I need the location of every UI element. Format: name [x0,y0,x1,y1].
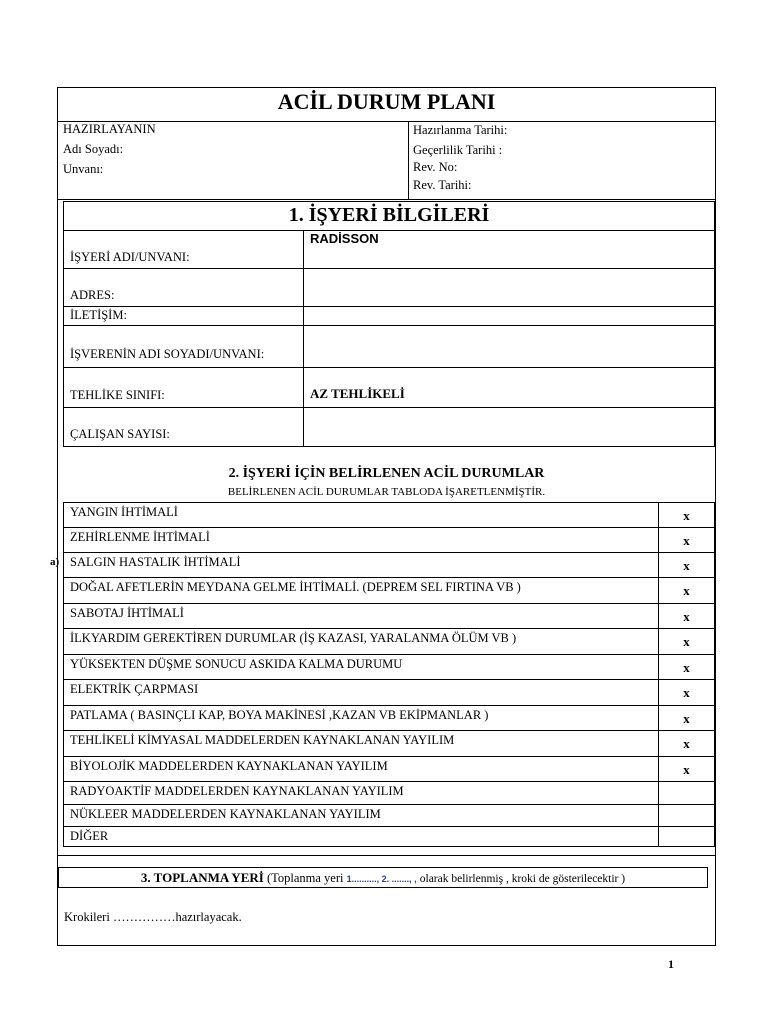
assembly-point-text-open: (Toplanma yeri [266,871,347,885]
employer-name-label: İŞVERENİN ADI SOYADI/UNVANI: [70,347,265,361]
section1-row-line [63,268,715,269]
emergency-row-line [63,705,715,706]
employee-count-label: ÇALIŞAN SAYISI: [70,427,170,441]
emergency-row-line [63,730,715,731]
emergency-row-mark: x [683,533,690,548]
title-label: Unvanı: [63,162,104,176]
hazard-class-label: TEHLİKE SINIFI: [70,388,165,402]
emergency-row-label: SABOTAJ İHTİMALİ [70,606,184,620]
page-title: ACİL DURUM PLANI [277,89,496,114]
validity-date-label: Geçerlilik Tarihi : [413,143,503,157]
emergency-row-mark: x [683,583,690,598]
emergency-row-label: YÜKSEKTEN DÜŞME SONUCU ASKIDA KALMA DURUMU [70,657,403,671]
emergency-row-line [63,577,715,578]
section1-row-line [63,407,715,408]
section2-subtitle: BELİRLENEN ACİL DURUMLAR TABLODA İŞARETLENMİŞTİR. [227,486,546,498]
section1-row-line [63,306,715,307]
emergency-row-mark: x [683,634,690,649]
emergency-row-line [63,756,715,757]
emergency-row-line [63,804,715,805]
emergency-row-mark: x [683,609,690,624]
address-label: ADRES: [70,288,115,302]
emergency-row-label: PATLAMA ( BASINÇLI KAP, BOYA MAKİNESİ ,KAZAN VB EKİPMANLAR ) [70,708,489,722]
prepared-by-label: HAZIRLAYANIN [63,122,156,136]
section1-title: 1. İŞYERİ BİLGİLERİ [288,204,490,226]
emergency-row-line [63,628,715,629]
name-surname-label: Adı Soyadı: [63,142,124,156]
emergency-row-label: TEHLİKELİ KİMYASAL MADDELERDEN KAYNAKLANAN YAYILIM [70,733,455,747]
emergency-row-label: RADYOAKTİF MADDELERDEN KAYNAKLANAN YAYILIM [70,784,404,798]
emergency-row-label: SALGIN HASTALIK İHTİMALİ [70,555,241,569]
section1-row-line [63,367,715,368]
emergency-row-mark: x [683,711,690,726]
emergency-row-mark: x [683,508,690,523]
hazard-class-value: AZ TEHLİKELİ [310,386,405,401]
emergency-row-line [63,679,715,680]
section1-title-line [63,230,715,231]
emergency-row-line [63,781,715,782]
assembly-point-text-close: olarak belirlenmiş , kroki de gösterilecektir ) [419,873,626,885]
section1-row-line [63,325,715,326]
assembly-point-line [58,871,708,886]
kroki-note: Krokileri ……………hazırlayacak. [64,910,242,924]
emergency-row-line [63,826,715,827]
section2-title: 2. İŞYERİ İÇİN BELİRLENEN ACİL DURUMLAR [228,466,545,481]
rev-date-label: Rev. Tarihi: [413,178,472,192]
header-divider [408,121,409,199]
company-name-value: RADİSSON [310,231,379,246]
emergency-row-line [63,654,715,655]
contact-label: İLETİŞİM: [70,308,127,322]
emergency-row-label: DİĞER [70,829,109,843]
emergency-row-label: ZEHİRLENME İHTİMALİ [70,530,210,544]
assembly-point-blanks: 1.........., 2. ......., , [346,874,417,884]
section3-top-line [57,855,716,856]
header-bottom-line [57,199,716,200]
emergency-row-label: YANGIN İHTİMALİ [70,505,178,519]
emergency-row-label: ELEKTRİK ÇARPMASI [70,682,199,696]
emergency-row-mark: x [683,685,690,700]
rev-no-label: Rev. No: [413,160,458,174]
section2-side-label: a) [50,556,60,568]
title-divider [57,121,716,122]
emergency-row-label: NÜKLEER MADDELERDEN KAYNAKLANAN YAYILIM [70,807,381,821]
assembly-point-title: 3. TOPLANMA YERİ [140,870,264,885]
emergency-row-mark: x [683,762,690,777]
prepared-date-label: Hazırlanma Tarihi: [413,123,508,137]
emergency-row-line [63,552,715,553]
emergency-mark-column-divider [658,502,659,847]
section1-column-divider [303,230,304,447]
emergency-row-label: İLKYARDIM GEREKTİREN DURUMLAR (İŞ KAZASI, YARALANMA ÖLÜM VB ) [70,631,517,645]
emergency-row-label: DOĞAL AFETLERİN MEYDANA GELME İHTİMALİ. (DEPREM SEL FIRTINA VB ) [70,580,521,594]
section1-table [63,201,715,447]
emergency-row-mark: x [683,736,690,751]
emergency-row-line [63,603,715,604]
emergency-row-mark: x [683,558,690,573]
company-name-label: İŞYERİ ADI/UNVANI: [70,250,190,264]
emergency-row-line [63,527,715,528]
emergency-row-mark: x [683,660,690,675]
emergency-row-label: BİYOLOJİK MADDELERDEN KAYNAKLANAN YAYILIM [70,759,388,773]
page-number: 1 [668,957,674,971]
